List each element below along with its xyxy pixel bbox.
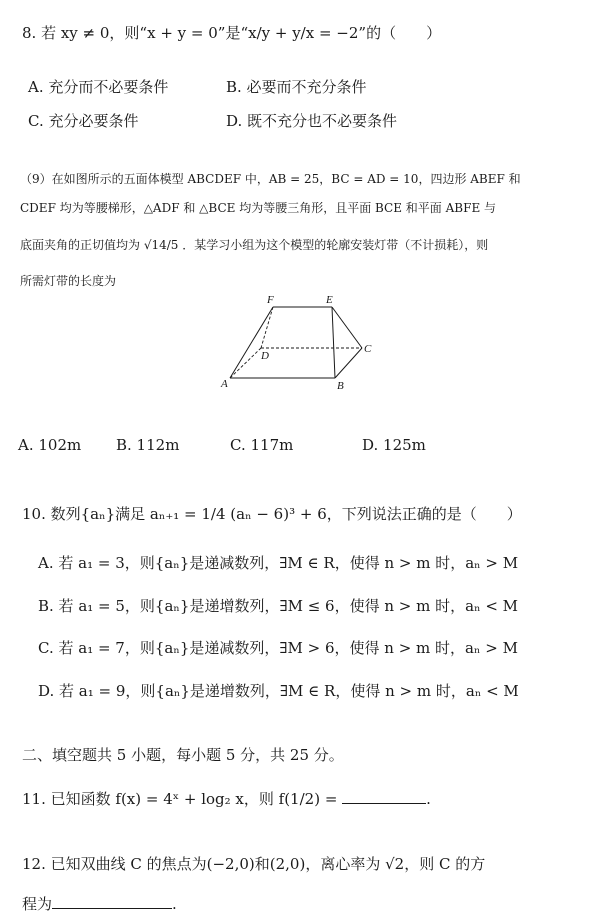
q9-line-1: （9）在如图所示的五面体模型 ABCDEF 中，AB = 25，BC = AD = 10，四边形 ABEF 和 xyxy=(20,172,521,186)
q12-answer-blank[interactable] xyxy=(52,908,172,909)
q9-option-a: A. 102m xyxy=(18,436,82,454)
vertex-label-d: D xyxy=(261,350,269,362)
q9-line-3: 底面夹角的正切值均为 √14/5 ．某学习小组为这个模型的轮廓安装灯带（不计损耗），则 xyxy=(20,238,489,252)
q10-option-b: B. 若 a₁ = 5，则{aₙ}是递增数列，∃M ≤ 6，使得 n > m 时，aₙ < M xyxy=(38,597,519,615)
q10-option-c: C. 若 a₁ = 7，则{aₙ}是递减数列，∃M > 6，使得 n > m 时，aₙ > M xyxy=(38,639,518,657)
q10-option-d: D. 若 a₁ = 9，则{aₙ}是递增数列，∃M ∈ R，使得 n > m 时，aₙ < M xyxy=(38,682,519,700)
q12-line-2: 程为 xyxy=(22,895,53,913)
q8-option-c: C. 充分必要条件 xyxy=(28,112,139,130)
q11-stem: 11. 已知函数 f(x) = 4ˣ + log₂ x，则 f(1/2) = xyxy=(22,790,338,808)
edge-eb xyxy=(332,307,335,378)
vertex-label-f: F xyxy=(267,294,274,306)
vertex-label-a: A xyxy=(221,378,228,390)
edge-fa xyxy=(230,307,273,378)
q8-option-b: B. 必要而不充分条件 xyxy=(226,78,367,96)
q8-stem: 8. 若 xy ≠ 0，则“x + y = 0”是“x/y + y/x = −2”的（ ） xyxy=(22,24,442,42)
q11-period: . xyxy=(426,790,431,808)
q10-option-a: A. 若 a₁ = 3，则{aₙ}是递减数列，∃M ∈ R，使得 n > m 时，aₙ > M xyxy=(38,554,519,572)
q12-line-2-wrap xyxy=(22,893,177,914)
pentahedron-figure xyxy=(215,292,385,394)
q9-line-4: 所需灯带的长度为 xyxy=(20,274,117,288)
q10-stem: 10. 数列{aₙ}满足 aₙ₊₁ = 1/4 (aₙ − 6)³ + 6，下列说法正确的是（ ） xyxy=(22,505,522,523)
q8-option-d: D. 既不充分也不必要条件 xyxy=(226,112,398,130)
q11-answer-blank[interactable] xyxy=(342,803,426,804)
vertex-label-e: E xyxy=(326,294,333,306)
q8-option-a: A. 充分而不必要条件 xyxy=(28,78,169,96)
q9-option-d: D. 125m xyxy=(362,436,426,454)
edge-ec xyxy=(332,307,362,348)
vertex-label-c: C xyxy=(364,343,372,355)
vertex-label-b: B xyxy=(337,380,344,392)
edge-fd xyxy=(261,307,273,348)
edge-cb xyxy=(335,348,362,378)
q9-line-2: CDEF 均为等腰梯形，△ADF 和 △BCE 均为等腰三角形，且平面 BCE 和平面 ABFE 与 xyxy=(20,201,497,215)
section-2-heading: 二、填空题共 5 小题，每小题 5 分，共 25 分。 xyxy=(22,746,344,764)
q12-line-1: 12. 已知双曲线 C 的焦点为(−2,0)和(2,0)，离心率为 √2，则 C 的方 xyxy=(22,855,486,873)
q9-option-b: B. 112m xyxy=(116,436,180,454)
q9-option-c: C. 117m xyxy=(230,436,294,454)
q12-period: . xyxy=(172,895,177,913)
q11-line xyxy=(22,788,431,809)
